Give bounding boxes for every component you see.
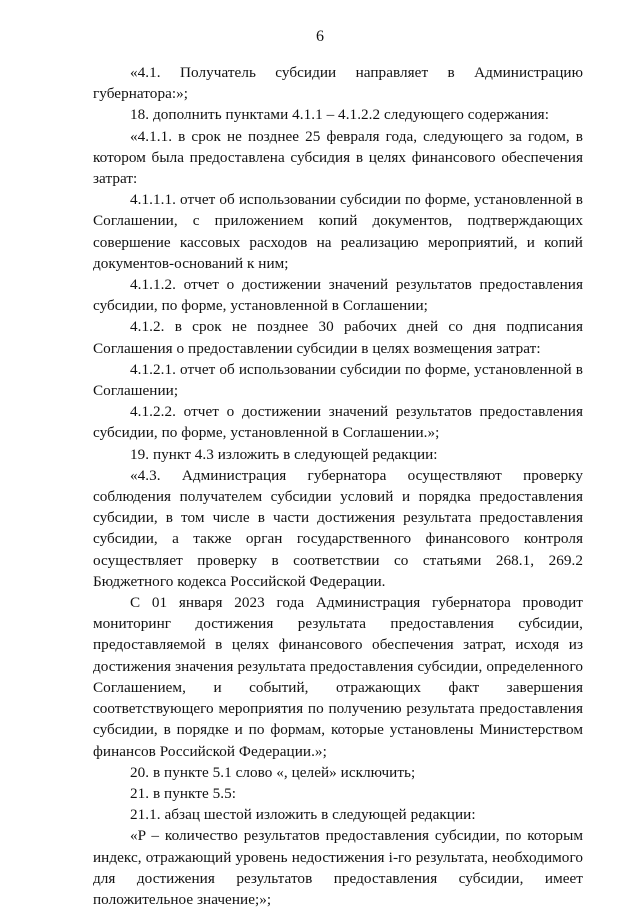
- paragraph-formula-p: «P – количество результатов предоставления субсидии, по которым индекс, отражающий уровень недостижения i-го результата, необходимого для достижения результатов предоставления субсидии, имеет положительное значение;»;: [93, 827, 583, 908]
- paragraph-4-1-2-2: 4.1.2.2. отчет о достижении значений результатов предоставления субсидии, по форме, установленной в Соглашении.»;: [93, 403, 583, 442]
- document-body: [93, 62, 583, 910]
- paragraph-item-18: 18. дополнить пунктами 4.1.1 – 4.1.2.2 следующего содержания:: [130, 106, 549, 124]
- paragraph-4-3: «4.3. Администрация губернатора осуществляют проверку соблюдения получателем субсидии условий и порядка предоставления субсидии, в том числе в части достижения результата предоставления субсидии, а также орган государственного финансового контроля осуществляет проверку в соответствии со статьями 268.1, 269.2 Бюджетного кодекса Российской Федерации.: [93, 466, 583, 590]
- paragraph-monitoring: С 01 января 2023 года Администрация губернатора проводит мониторинг достижения результата предоставления субсидии, предоставляемой в целях финансового обеспечения затрат, исходя из достижения значения результата предоставления субсидии, определенного Соглашением, и событий, отражающих факт завершения соответствующего мероприятия по получению результата предоставления субсидии, в порядке и по формам, которые установлены Министерством финансов Российской Федерации.»;: [93, 594, 583, 760]
- paragraph-4-1-1-2: 4.1.1.2. отчет о достижении значений результатов предоставления субсидии, по форме, установленной в Соглашении;: [93, 276, 583, 315]
- paragraph-4-1-1-1: 4.1.1.1. отчет об использовании субсидии по форме, установленной в Соглашении, с приложением копий документов, подтверждающих совершение кассовых расходов на реализацию мероприятий, и копий документов-оснований к ним;: [93, 191, 583, 272]
- page-number: 6: [316, 28, 324, 45]
- paragraph-21-1: 21.1. абзац шестой изложить в следующей редакции:: [130, 806, 476, 824]
- paragraph-item-19: 19. пункт 4.3 изложить в следующей редакции:: [130, 445, 438, 463]
- paragraph-4-1: «4.1. Получатель субсидии направляет в Администрацию губернатора:»;: [93, 64, 583, 103]
- paragraph-item-20: 20. в пункте 5.1 слово «, целей» исключить;: [130, 763, 416, 781]
- paragraph-item-21: 21. в пункте 5.5:: [130, 784, 237, 802]
- paragraph-4-1-1: «4.1.1. в срок не позднее 25 февраля года, следующего за годом, в котором была предоставлена субсидия в целях финансового обеспечения затрат:: [93, 127, 583, 188]
- paragraph-4-1-2-1: 4.1.2.1. отчет об использовании субсидии по форме, установленной в Соглашении;: [93, 360, 583, 400]
- paragraph-4-1-2: 4.1.2. в срок не позднее 30 рабочих дней со дня подписания Соглашения о предоставлении субсидии в целях возмещения затрат:: [93, 318, 583, 357]
